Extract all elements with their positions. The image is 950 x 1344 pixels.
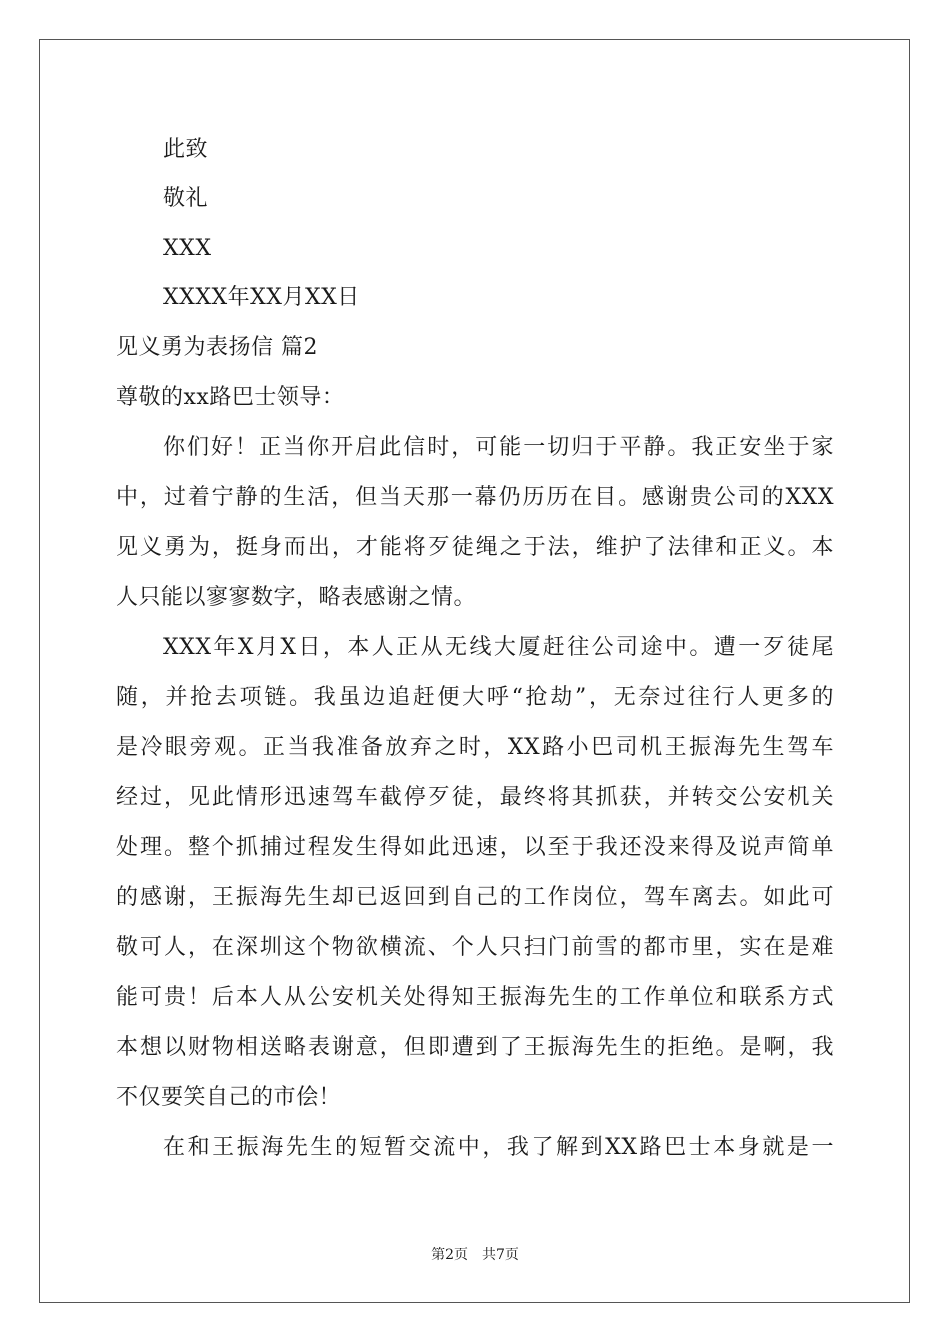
paragraph-2-line-1: XXX年X月X日，本人正从无线大厦赶往公司途中。遭一歹徒尾 — [163, 635, 834, 660]
closing-date: XXXX年XX月XX日 — [163, 285, 360, 310]
section-title: 见义勇为表扬信 篇2 — [116, 335, 318, 360]
page-border — [39, 39, 910, 1303]
page-number-footer: 第2页 共7页 — [431, 1247, 519, 1263]
paragraph-3-line-1: 在和王振海先生的短暂交流中，我了解到XX路巴士本身就是一 — [163, 1135, 834, 1160]
paragraph-2-line-7: 敬可人，在深圳这个物欲横流、个人只扫门前雪的都市里，实在是难 — [116, 935, 834, 960]
paragraph-1-line-3: 见义勇为，挺身而出，才能将歹徒绳之于法，维护了法律和正义。本 — [116, 535, 834, 560]
paragraph-1-line-1: 你们好！正当你开启此信时，可能一切归于平静。我正安坐于家 — [163, 435, 834, 460]
paragraph-2-line-10: 不仅要笑自己的市侩！ — [116, 1085, 342, 1110]
paragraph-2-line-3: 是冷眼旁观。正当我准备放弃之时，XX路小巴司机王振海先生驾车 — [116, 735, 834, 760]
letter-greeting: 尊敬的xx路巴士领导： — [116, 385, 345, 410]
closing-salutation: 此致 — [163, 137, 209, 162]
paragraph-2-line-4: 经过，见此情形迅速驾车截停歹徒，最终将其抓获，并转交公安机关 — [116, 785, 834, 810]
paragraph-2-line-5: 处理。整个抓捕过程发生得如此迅速，以至于我还没来得及说声简单 — [116, 835, 834, 860]
closing-regards: 敬礼 — [163, 186, 209, 211]
closing-signature: XXX — [163, 236, 212, 261]
paragraph-2-line-8: 能可贵！后本人从公安机关处得知王振海先生的工作单位和联系方式 — [116, 985, 834, 1010]
paragraph-2-line-9: 本想以财物相送略表谢意，但即遭到了王振海先生的拒绝。是啊，我 — [116, 1035, 834, 1060]
paragraph-1-line-4: 人只能以寥寥数字，略表感谢之情。 — [116, 585, 477, 610]
paragraph-1-line-2: 中，过着宁静的生活，但当天那一幕仍历历在目。感谢贵公司的XXX — [116, 485, 834, 510]
paragraph-2-line-6: 的感谢，王振海先生却已返回到自己的工作岗位，驾车离去。如此可 — [116, 885, 834, 910]
paragraph-2-line-2: 随，并抢去项链。我虽边追赶便大呼“抢劫”，无奈过往行人更多的 — [116, 685, 834, 710]
